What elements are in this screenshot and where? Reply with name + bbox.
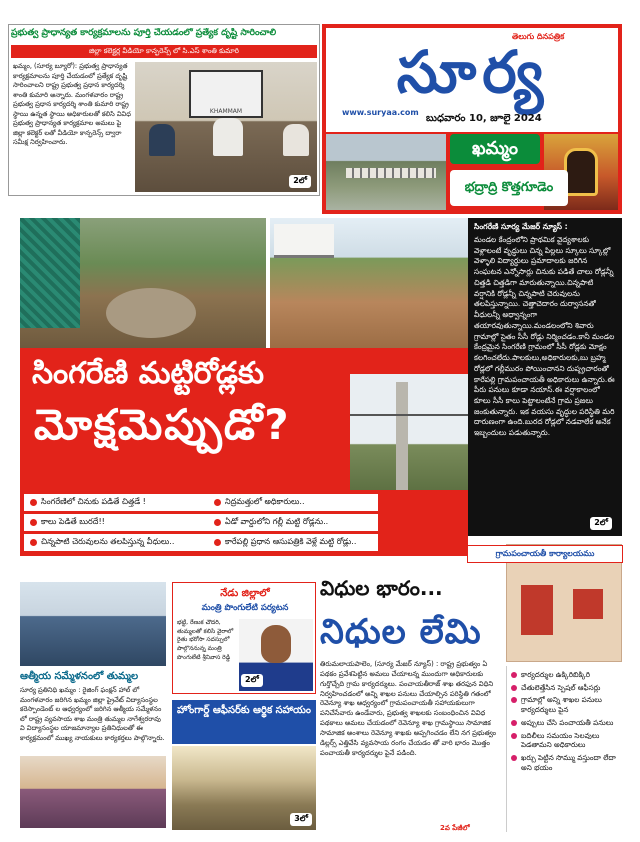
temple-deity bbox=[564, 148, 598, 196]
lead-bullet-text: నిద్రమత్తులో అధికారులు.. bbox=[225, 497, 305, 506]
minister-line1: నేడు జిల్లాలో bbox=[220, 588, 270, 599]
funds-bullet-text: గ్రామాల్లో అన్ని శాఖల పనులు కార్యదర్శులు పైన bbox=[521, 695, 602, 715]
sub-edition-badge bbox=[450, 170, 568, 206]
official-right bbox=[283, 124, 309, 156]
panchayat-window bbox=[573, 589, 603, 619]
thummala-headline: ఆత్మీయ సమ్మేళనంలో తుమ్మల bbox=[20, 671, 139, 682]
funds-bullet-4 bbox=[511, 731, 618, 750]
edition-name: ఖమ్మం bbox=[472, 138, 518, 159]
white-building bbox=[274, 224, 334, 258]
panchayat-sign-text: గ్రామపంచాయతీ కార్యాలయము bbox=[495, 549, 595, 558]
official-center bbox=[213, 118, 243, 156]
pole bbox=[396, 382, 408, 490]
lead-bullet-text: సింగరేణిలో చినుకు పడితే చిత్తడే ! bbox=[41, 497, 146, 506]
bullet-dot bbox=[511, 720, 517, 726]
lead-bullet-right-2 bbox=[208, 534, 378, 551]
funds-bullet-text: బదిలీలు సమయం సెలవులు పెడతామని అధికారులు bbox=[521, 730, 600, 750]
thummala-story bbox=[20, 582, 166, 832]
lead-bullet-left-1 bbox=[24, 514, 224, 531]
lead-bullets-panel bbox=[20, 490, 468, 556]
minister-body: భట్టి, రేణుక చౌదరి, తుమ్మలతో కలిసి వైరాలో రైతు భరోసా సదస్సులో పాల్గొననున్న మంత్రి పొంగులేటి శ్రీనివాస రెడ్డి bbox=[177, 619, 234, 661]
funds-continued: 2వ పేజీలో bbox=[440, 824, 470, 832]
masthead bbox=[322, 24, 622, 214]
lead-headline-line2: మోక్షమెప్పుడో? bbox=[34, 400, 291, 449]
masthead-url: www.suryaa.com bbox=[342, 108, 419, 117]
minister-line2: మంత్రి పొంగులేటి పర్యటన bbox=[201, 603, 289, 613]
lead-bullet-text: ఏడో వార్డులోని గల్లీ మట్టి రోడ్లను.. bbox=[225, 517, 329, 526]
panchayat-sign bbox=[467, 545, 623, 563]
dam-bridge bbox=[346, 168, 436, 178]
meeting-photo bbox=[135, 62, 317, 192]
mud-puddle bbox=[106, 288, 196, 338]
minister-visit bbox=[172, 582, 316, 694]
edition-badge bbox=[450, 134, 540, 164]
homeguard-continued: 3లో bbox=[290, 813, 312, 826]
funds-bullet-text: చేతులెత్తేసిన స్పెషల్ ఆఫీసర్లు bbox=[521, 682, 601, 692]
funds-bullet-text: అప్పులు చేసి పంచాయతీ పనులు bbox=[521, 717, 614, 727]
lead-bullet-text: కాలు పెడితే బురదే!! bbox=[41, 517, 105, 526]
mud-road-photo-1 bbox=[20, 218, 266, 348]
dam-photo bbox=[326, 134, 446, 210]
felicitation-photo bbox=[20, 582, 166, 666]
minister-face bbox=[261, 625, 291, 663]
funds-headline: నిధుల లేమి bbox=[320, 612, 482, 652]
masthead-tagline: తెలుగు దినపత్రిక bbox=[512, 32, 565, 41]
funds-bullet-text: ఖర్చు పెట్టిన సొమ్ము వస్తుందా లేదా అని భయం bbox=[521, 753, 616, 772]
bullet-dot bbox=[511, 697, 517, 703]
lead-bullet-right-1 bbox=[208, 514, 378, 531]
minister-continued: 2లో bbox=[241, 674, 263, 687]
funds-story bbox=[320, 549, 622, 836]
funds-bullets-box bbox=[506, 666, 622, 832]
homeguard-story bbox=[172, 700, 316, 832]
homeguard-photo bbox=[172, 746, 316, 830]
top-story-subhead: జిల్లా కలెక్టర్ల వీడియో కాన్ఫరెన్స్ లో సి.ఎస్ శాంతి కుమారి bbox=[89, 47, 239, 55]
mud-road-photo-2 bbox=[270, 218, 468, 348]
top-story-subhead-bar bbox=[11, 45, 317, 58]
panchayat-photo bbox=[495, 544, 622, 662]
lead-side-body: మండల కేంద్రంలోని ప్రాథమిక వైద్యశాలకు వెళ్లాలంటే వృద్ధులు చిన్న పిల్లలు స్కూలు స్కూల్లో వెళ్ళాలి విద్యార్థులు ప్రమాదాలకు జరిగిన సంఘటన ఎన్నోసార్లు చినుకు పడితే చాలు రోడ్లన్నీ చిత్తడి చిత్తడిగా మారుతున్నాయి.చిన్నపాటి వర్షానికి రోడ్లన్నీ చిన్నపాటి చెరువులను తలపిస్తున్నాయి. చెత్తాచెదారం దుర్వాసనతో వీధులన్నీ అధ్వాన్నంగా తయారవుతున్నాయి.మండలంలోని శివారు గ్రామాల్లో సైతం సీసీ రోడ్లు నిర్మించడం.కానీ మండల కేంద్రమైన సింగరేణి గ్రామంలో సీసీ రోడ్లకు మోక్షం కలగించలేదు.పాలకులు,అధికారులకు,బు బ్రహ్మ రోడ్లలో గల్లీమురం పోయించానని దుష్ప్రచారంతో కారేపల్లి గ్రామపంచాయతీ అధికారులు ఉన్నారు.ఈ పీరు పనులు కూడా నయాస్.ఈ వర్షాకాలంలో కూలు సీసీ కాలు పెట్టాలంటేనే గ్రామ ప్రజలు జంకుతున్నారు. ఇక వయసు వృద్ధుల పరిస్థితి మరి దారుణంగా ఉంది.బురద రోడ్లలో నడవాలేక అనేక ఇబ్బందులు పడుతున్నారు. bbox=[474, 235, 615, 438]
lead-side-header: సింగరేణి సూర్య మేజర్ న్యూస్ : bbox=[474, 222, 568, 231]
funds-bullet-5 bbox=[511, 753, 618, 772]
lead-continued: 2లో bbox=[590, 517, 612, 530]
top-story-continued: 2లో bbox=[289, 175, 311, 188]
thummala-body: సూర్య ప్రతినిధి ఖమ్మం : రైజింగ్ ఫంక్షన్ హాల్ లో మంగళవారం జరిగిన ఖమ్మం జిల్లా ప్రైవేట్ విద్యాసంస్థల కరెస్పాండెంట్ ల ఆధ్వర్యంలో జరిగిన ఆత్మీయ సమ్మేళనం లో రాష్ట్ర వ్యవసాయ శాఖ మంత్రి తుమ్మల నాగేశ్వరరావు వి విద్యాసంస్థల యాజమాన్యాల ప్రతినిధులతో ఈ కార్యక్రమంలో ముఖ్య నాయకులు కార్యకర్తలు పాల్గొన్నారు. bbox=[20, 686, 165, 742]
bullet-dot bbox=[511, 672, 517, 678]
masthead-date: బుధవారం 10, జూలై 2024 bbox=[426, 113, 542, 124]
lead-bullet-text: చిన్నపాటి చెరువులను తలపిస్తున్న వీధులు.. bbox=[41, 537, 175, 546]
funds-kicker: విధుల భారం... bbox=[320, 576, 443, 600]
lead-side-column bbox=[468, 218, 622, 536]
top-story bbox=[8, 24, 320, 196]
funds-body: తిరుమలాయపాలెం, (సూర్య మేజర్ న్యూస్) : రాష్ట్ర ప్రభుత్వం ఏ పథకం ప్రవేశపెట్టిన అమలు చేయాలన్న ముందుగా అధికారులకు గుర్తొచ్చేది గ్రామ కార్యదర్శులు. పంచాయతీరాజ్ శాఖ తరఫున విధిని నిర్వహించడంలో అన్ని శాఖల పనులు చేయాల్సిన పరిస్థితి గతంలో రెవెన్యూ శాఖ ఆధ్వర్యంలో గ్రామపంచాయతీ సహాయకులుగా పనిచేసేవారు ఉండేవారు, ప్రభుత్వ శాఖలకు సంబంధించిన వివిధ పథకాలు అమలు చేయడంలో రెవెన్యూ శాఖ గ్రామస్థాయి సామాజిక సామాజిక అంశాలు రెవెన్యూ శాఖకు అప్పగించడం లేని నగ ప్రభుత్వం డిల్లర్స్ ఎత్తివేసి వ్యవసాయ రంగం చేయడం తో వారి భారం మొత్తం పంచాయతీ కార్యదర్శుల పైనే పడింది. bbox=[320, 660, 497, 757]
screen-display bbox=[189, 70, 263, 118]
lead-bullet-text: కారేపల్లి ప్రధాన ఆసుపత్రికి వెళ్లే మట్టి రోడ్లు.. bbox=[225, 537, 357, 546]
funds-bullet-2 bbox=[511, 695, 618, 714]
panchayat-door bbox=[521, 585, 553, 635]
green-net-fence bbox=[20, 218, 80, 328]
lead-bullet-left-2 bbox=[24, 534, 224, 551]
bullet-dot bbox=[214, 519, 221, 526]
masthead-logo: సూర్య bbox=[396, 38, 550, 106]
lead-bullet-right-0 bbox=[208, 494, 378, 511]
funds-bullet-1 bbox=[511, 683, 618, 693]
bullet-dot bbox=[214, 499, 221, 506]
lead-story bbox=[20, 218, 622, 570]
bullet-dot bbox=[511, 755, 517, 761]
top-story-headline: ప్రభుత్వ ప్రాధాన్యత కార్యక్రమాలను పూర్తి చేయడంలో ప్రత్యేక దృష్టి సారించాలి bbox=[11, 28, 277, 38]
pole-wire bbox=[350, 414, 468, 416]
bullet-dot bbox=[30, 499, 37, 506]
top-story-body: ఖమ్మం, (సూర్య బ్యూరో): ప్రభుత్వ ప్రాధాన్యత కార్యక్రమాలను పూర్తి చేయడంలో ప్రత్యేక దృష్టి సారించాలని రాష్ట్ర ప్రభుత్వ ప్రధాన కార్యదర్శి శాంతి కుమారి అన్నారు. మంగళవారం రాష్ట్ర ప్రభుత్వ ప్రధాన కార్యదర్శి శాంతి కుమారి రాష్ట్ర స్థాయి ఉన్నత స్థాయి అధికారులతో కలిసి వివిధ ప్రభుత్వ ప్రాధాన్యత కార్యక్రమాల అమలు పై జిల్లా కలెక్టర్ లతో వీడియో కాన్ఫరెన్స్ ద్వారా సమీక్ష నిర్వహించారు. bbox=[13, 62, 131, 147]
electric-pole-photo bbox=[350, 374, 468, 490]
lead-headline-line1: సింగరేణి మట్టిరోడ్లకు bbox=[32, 356, 265, 391]
screen-sign: KHAMMAM bbox=[209, 108, 243, 115]
funds-bullet-0 bbox=[511, 670, 618, 680]
bullet-dot bbox=[511, 733, 517, 739]
funds-bullet-text: కార్యదర్శుల ఉక్కిరిబిక్కిరి bbox=[521, 670, 590, 679]
bullet-dot bbox=[214, 539, 221, 546]
homeguard-headline: హోంగార్డ్ ఆఫీసర్‌కు ఆర్థిక సహాయం bbox=[177, 705, 311, 716]
bullet-dot bbox=[511, 685, 517, 691]
funds-bullet-3 bbox=[511, 718, 618, 728]
sub-edition-name: భద్రాద్రి కొత్తగూడెం bbox=[464, 180, 554, 195]
group-photo bbox=[20, 756, 166, 828]
minister-portrait bbox=[239, 619, 313, 691]
lead-bullet-left-0 bbox=[24, 494, 224, 511]
bullet-dot bbox=[30, 519, 37, 526]
homeguard-headline-bar bbox=[172, 700, 316, 744]
bullet-dot bbox=[30, 539, 37, 546]
official-left bbox=[149, 124, 175, 156]
